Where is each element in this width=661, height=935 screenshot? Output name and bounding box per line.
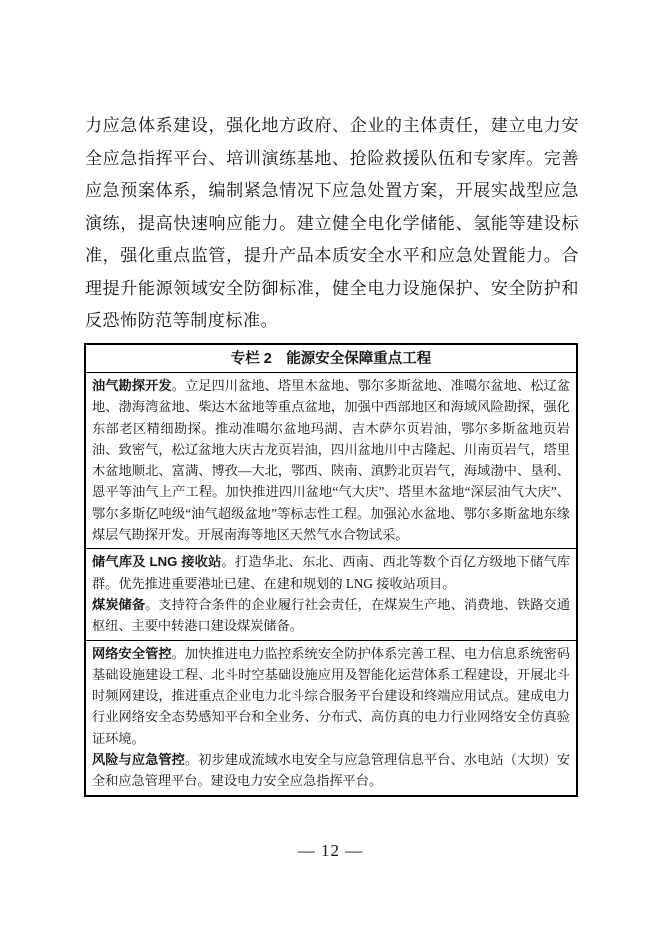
box-item-gas-storage-lng [92, 551, 570, 594]
box-item-network-security [92, 643, 570, 749]
box-item-text-risk-emergency: 。初步建成流域水电安全与应急管理信息平台、水电站（大坝）安全和应急管理平台。建设电力安全应急指挥平台。 [92, 752, 571, 789]
box-item-label-gas-storage-lng: 储气库及 LNG 接收站 [92, 554, 222, 570]
box-item-risk-emergency [92, 749, 570, 792]
box-section-storage [86, 549, 576, 640]
box-item-coal-reserve [92, 594, 570, 637]
box-item-text-network-security: 。加快推进电力监控系统安全防护体系完善工程、电力信息系统密码基础设施建设工程、北斗时空基础设施应用及智能化运营体系工程建设，开展北斗时频网建设，推进重点企业电力北斗综合服务平台建设和终端应用试点。建成电力行业网络安全态势感知平台和全业务、分布式、高仿真的电力行业网络安全仿真验证环境。 [92, 645, 571, 746]
box-item-label-risk-emergency: 风险与应急管控 [92, 752, 185, 768]
box-item-text-gas-storage-lng: 。打造华北、东北、西南、西北等数个百亿方级地下储气库群。优先推进重要港址已建、在建和规划的 LNG 接收站项目。 [92, 554, 570, 591]
box-item-text-oil-gas: 。立足四川盆地、塔里木盆地、鄂尔多斯盆地、准噶尔盆地、松辽盆地、渤海湾盆地、柴达木盆地等重点盆地，加强中西部地区和海域风险勘探，强化东部老区精细勘探。推动准噶尔盆地玛湖、吉木萨尔页岩油，鄂尔多斯盆地页岩油、致密气，松辽盆地大庆古龙页岩油，四川盆地川中古隆起、川南页岩气，塔里木盆地顺北、富满、博孜—大北，鄂西、陕南、滇黔北页岩气，海域渤中、垦利、恩平等油气上产工程。加快推进四川盆地“气大庆”、塔里木盆地“深层油气大庆”、鄂尔多斯亿吨级“油气超级盆地”等标志性工程。加强沁水盆地、鄂尔多斯盆地东缘煤层气勘探开发。开展南海等地区天然气水合物试采。 [92, 378, 571, 543]
box-item-oil-gas-exploration [92, 375, 570, 545]
page-number: — 12 — [297, 841, 364, 860]
box-title: 专栏 2 能源安全保障重点工程 [86, 345, 576, 373]
box-section-oil-gas-exploration [86, 373, 576, 549]
box-item-label-coal-reserve: 煤炭储备 [92, 596, 146, 612]
box-section-security-control [86, 641, 576, 795]
box-item-text-coal-reserve: 。支持符合条件的企业履行社会责任，在煤炭生产地、消费地、铁路交通枢纽、主要中转港口建设煤炭储备。 [92, 596, 571, 634]
box-item-label-oil-gas: 油气勘探开发 [92, 378, 172, 393]
body-paragraph: 力应急体系建设，强化地方政府、企业的主体责任，建立电力安全应急指挥平台、培训演练基地、抢险救援队伍和专家库。完善应急预案体系，编制紧急情况下应急处置方案，开展实战型应急演练，提高快速响应能力。建立健全电化学储能、氢能等建设标准，强化重点监管，提升产品本质安全水平和应急处置能力。合理提升能源领域安全防御标准，健全电力设施保护、安全防护和反恐怖防范等制度标准。 [85, 116, 579, 330]
feature-box [84, 343, 578, 797]
box-item-label-network-security: 网络安全管控 [92, 645, 172, 661]
